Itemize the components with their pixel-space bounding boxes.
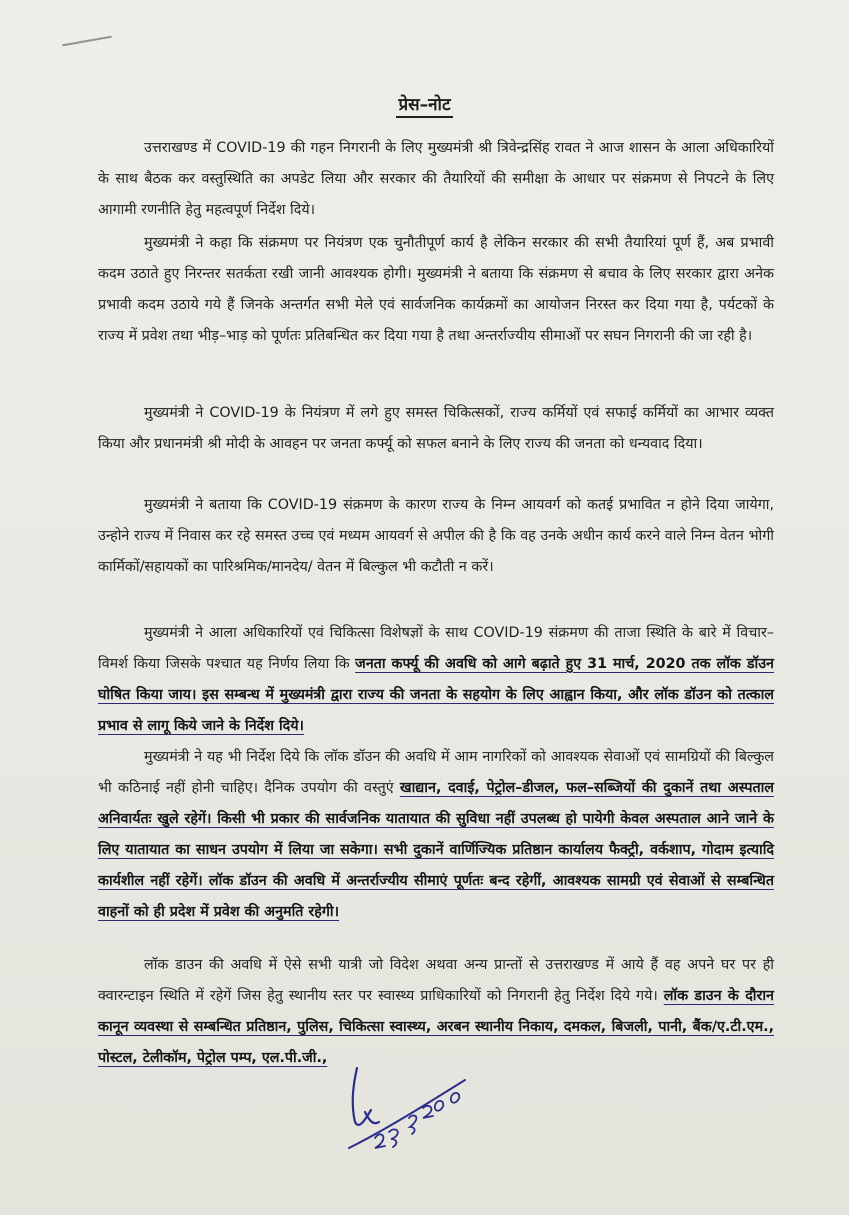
paragraph-3	[98, 398, 774, 460]
paragraph-7	[98, 950, 774, 1074]
body-text: मुख्यमंत्री ने कहा कि संक्रमण पर नियंत्रण एक चुनौतीपूर्ण कार्य है लेकिन सरकार की सभी तैयारियां पूर्ण हैं, अब प्रभावी कदम उठाते हुए निरन्तर सतर्कता रखी जानी आवश्यक होगी। मुख्यमंत्री ने बताया कि संक्रमण से बचाव के लिए सरकार द्वारा अनेक प्रभावी कदम उठाये गये हैं जिनके अन्तर्गत सभी मेले एवं सार्वजनिक कार्यक्रमों का आयोजन निरस्त कर दिया गया है, पर्यटकों के राज्य में प्रवेश तथा भीड़–भाड़ को पूर्णतः प्रतिबन्धित कर दिया गया है तथा अन्तर्राज्यीय सीमाओं पर सघन निगरानी की जा रही है।	[98, 235, 774, 344]
paragraph-2	[98, 228, 774, 352]
body-text: मुख्यमंत्री ने आला अधिकारियों एवं चिकित्सा विशेषज्ञों के साथ COVID-19 संक्रमण की ताजा स्थिति के बारे में विचार–विमर्श किया जिसके पश्चात यह निर्णय लिया कि	[98, 625, 774, 672]
paragraph-6	[98, 742, 774, 928]
body-text: मुख्यमंत्री ने COVID-19 के नियंत्रण में लगे हुए समस्त चिकित्सकों, राज्य कर्मियों एवं सफाई कर्मियों का आभार व्यक्त किया और प्रधानमंत्री श्री मोदी के आवहन पर जनता कर्फ्यू को सफल बनाने के लिए राज्य की जनता को धन्यवाद दिया।	[98, 405, 774, 452]
highlighted-text: खाद्यान, दवाई, पेट्रोल–डीजल, फल–सब्जियों की दुकानें तथा अस्पताल अनिवार्यतः खुले रहेगें। किसी भी प्रकार की सार्वजनिक यातायात की सुविधा नहीं उपलब्ध हो पायेगी केवल अस्पताल आने जाने के लिए यातायात का साधन उपयोग में लिया जा सकेगा। सभी दुकानें वार्णिज्यिक प्रतिष्ठान कार्यालय फैक्ट्री, वर्कशाप, गोदाम इत्यादि कार्यशील नहीं रहेगें। लॉक डॉउन की अवधि में अन्तर्राज्यीय सीमाएं पूर्णतः बन्द रहेगीं, आवश्यक सामग्री एवं सेवाओं से सम्बन्धित वाहनों को ही प्रदेश में प्रवेश की अनुमति रहेगी।	[98, 780, 774, 920]
body-text: मुख्यमंत्री ने बताया कि COVID-19 संक्रमण के कारण राज्य के निम्न आयवर्ग को कतई प्रभावित न होने दिया जायेगा, उन्होने राज्य में निवास कर रहे समस्त उच्च एवं मध्यम आयवर्ग से अपील की है कि वह उनके अधीन कार्य करने वाले निम्न वेतन भोगी कार्मिकों/सहायकों का पारिश्रमिक/मानदेय/ वेतन में बिल्कुल भी कटौती न करें।	[98, 497, 774, 575]
highlighted-text: लॉक डाउन के दौरान कानून व्यवस्था से सम्बन्धित प्रतिष्ठान, पुलिस, चिकित्सा स्वास्थ्य, अरबन स्थानीय निकाय, दमकल, बिजली, पानी, बैंक/ए.टी.एम., पोस्टल, टेलीकॉम, पेट्रोल पम्प, एल.पी.जी.,	[98, 988, 774, 1066]
paragraph-1	[98, 133, 774, 226]
body-text: लॉक डाउन की अवधि में ऐसे सभी यात्री जो विदेश अथवा अन्य प्रान्तों से उत्तराखण्ड में आये हैं वह अपने घर पर ही क्वारन्टाइन स्थिति में रहेगें जिस हेतु स्थानीय स्तर पर स्वास्थ्य प्राधिकारियों को निगरानी हेतु निर्देश दिये गये।	[98, 957, 774, 1004]
pen-mark	[62, 36, 112, 47]
document-title: प्रेस–नोट	[0, 92, 849, 115]
highlighted-text: जनता कर्फ्यू की अवधि को आगे बढ़ाते हुए 31 मार्च, 2020 तक लॉक डॉउन घोषित किया जाय। इस सम्बन्ध में मुख्यमंत्री द्वारा राज्य की जनता के सहयोग के लिए आह्वान किया, और लॉक डॉउन को तत्काल प्रभाव से लागू किये जाने के निर्देश दिये।	[98, 656, 774, 734]
handwritten-signature	[335, 1060, 475, 1155]
body-text: उत्तराखण्ड में COVID-19 की गहन निगरानी के लिए मुख्यमंत्री श्री त्रिवेन्द्रसिंह रावत ने आज शासन के आला अधिकारियों के साथ बैठक कर वस्तुस्थिति का अपडेट लिया और सरकार की तैयारियों की समीक्षा के आधार पर संक्रमण से निपटने के लिए आगामी रणनीति हेतु महत्वपूर्ण निर्देश दिये।	[98, 140, 774, 218]
paragraph-5	[98, 618, 774, 742]
paragraph-4	[98, 490, 774, 583]
body-text: मुख्यमंत्री ने यह भी निर्देश दिये कि लॉक डॉउन की अवधि में आम नागरिकों को आवश्यक सेवाओं एवं सामग्रियों की बिल्कुल भी कठिनाई नहीं होनी चाहिए। दैनिक उपयोग की वस्तुएं	[98, 749, 774, 796]
